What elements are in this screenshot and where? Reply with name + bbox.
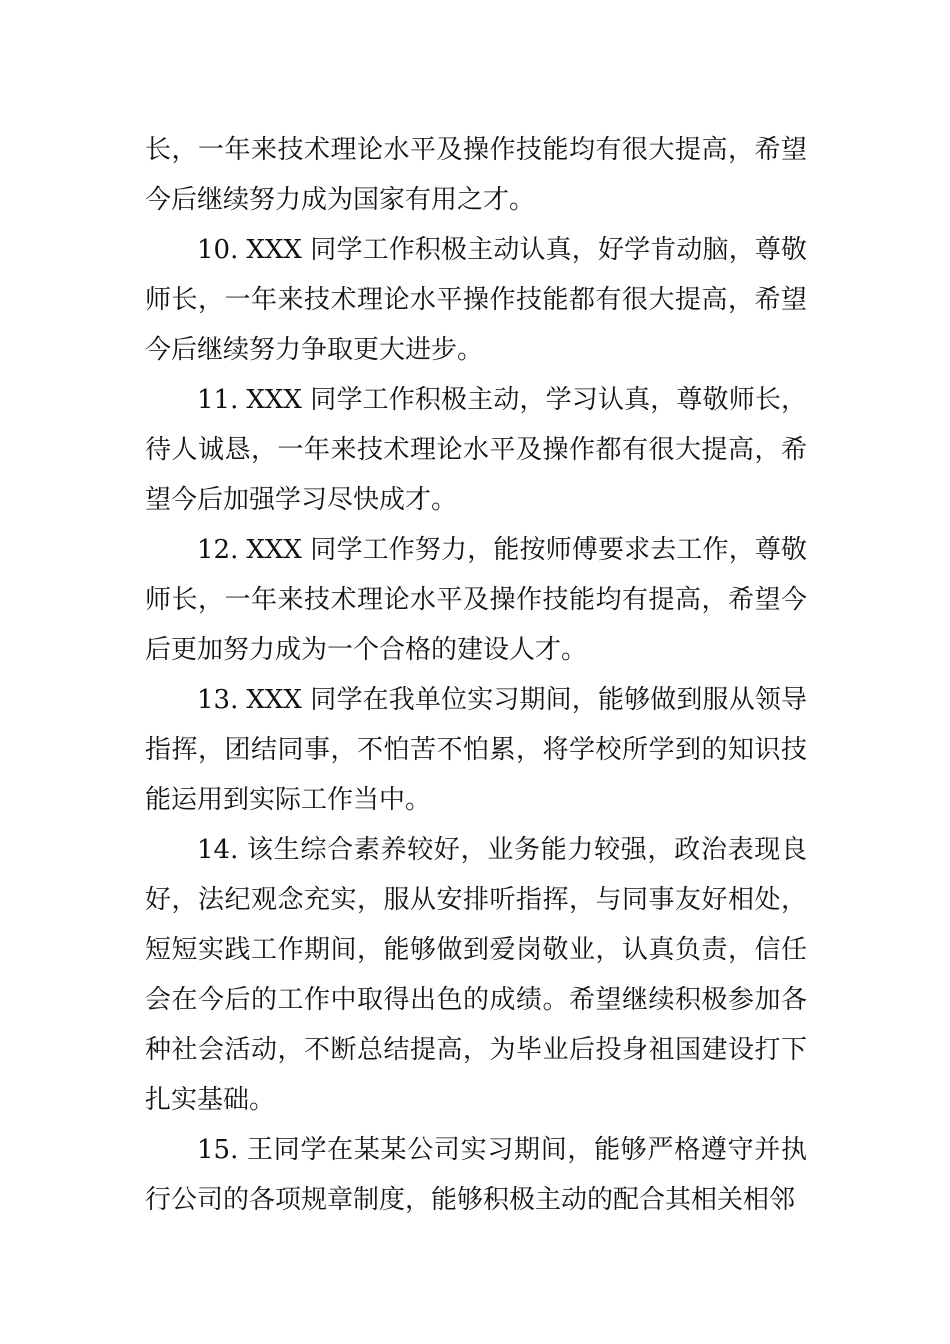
paragraph-text: XXX 同学在我单位实习期间，能够做到服从领导指挥，团结同事，不怕苦不怕累，将学校所学到的知识技能运用到实际工作当中。 [145, 685, 807, 815]
paragraph-number: 15. [197, 1135, 239, 1165]
document-body [145, 125, 807, 1225]
paragraph-number: 14. [197, 835, 239, 865]
paragraph-number: 10. [197, 235, 239, 265]
paragraph-text: 长，一年来技术理论水平及操作技能均有很大提高，希望今后继续努力成为国家有用之才。 [145, 135, 807, 215]
paragraph-text: 王同学在某某公司实习期间，能够严格遵守并执行公司的各项规章制度，能够积极主动的配合其相关相邻 [145, 1135, 807, 1215]
paragraph-number: 12. [197, 535, 239, 565]
paragraph-text: XXX 同学工作积极主动，学习认真，尊敬师长，待人诚恳，一年来技术理论水平及操作都有很大提高，希望今后加强学习尽快成才。 [145, 385, 807, 515]
paragraph-11 [145, 375, 807, 525]
paragraph-13 [145, 675, 807, 825]
paragraph-12 [145, 525, 807, 675]
paragraph-15 [145, 1125, 807, 1225]
paragraph-number: 11. [197, 385, 239, 415]
paragraph-text: XXX 同学工作努力，能按师傅要求去工作，尊敬师长，一年来技术理论水平及操作技能均有提高，希望今后更加努力成为一个合格的建设人才。 [145, 535, 807, 665]
paragraph-continued [145, 125, 807, 225]
paragraph-number: 13. [197, 685, 239, 715]
paragraph-text: XXX 同学工作积极主动认真，好学肯动脑，尊敬师长，一年来技术理论水平操作技能都有很大提高，希望今后继续努力争取更大进步。 [145, 235, 807, 365]
paragraph-14 [145, 825, 807, 1125]
paragraph-10 [145, 225, 807, 375]
paragraph-text: 该生综合素养较好，业务能力较强，政治表现良好，法纪观念充实，服从安排听指挥，与同事友好相处，短短实践工作期间，能够做到爱岗敬业，认真负责，信任会在今后的工作中取得出色的成绩。希望继续积极参加各种社会活动，不断总结提高，为毕业后投身祖国建设打下扎实基础。 [145, 835, 807, 1115]
